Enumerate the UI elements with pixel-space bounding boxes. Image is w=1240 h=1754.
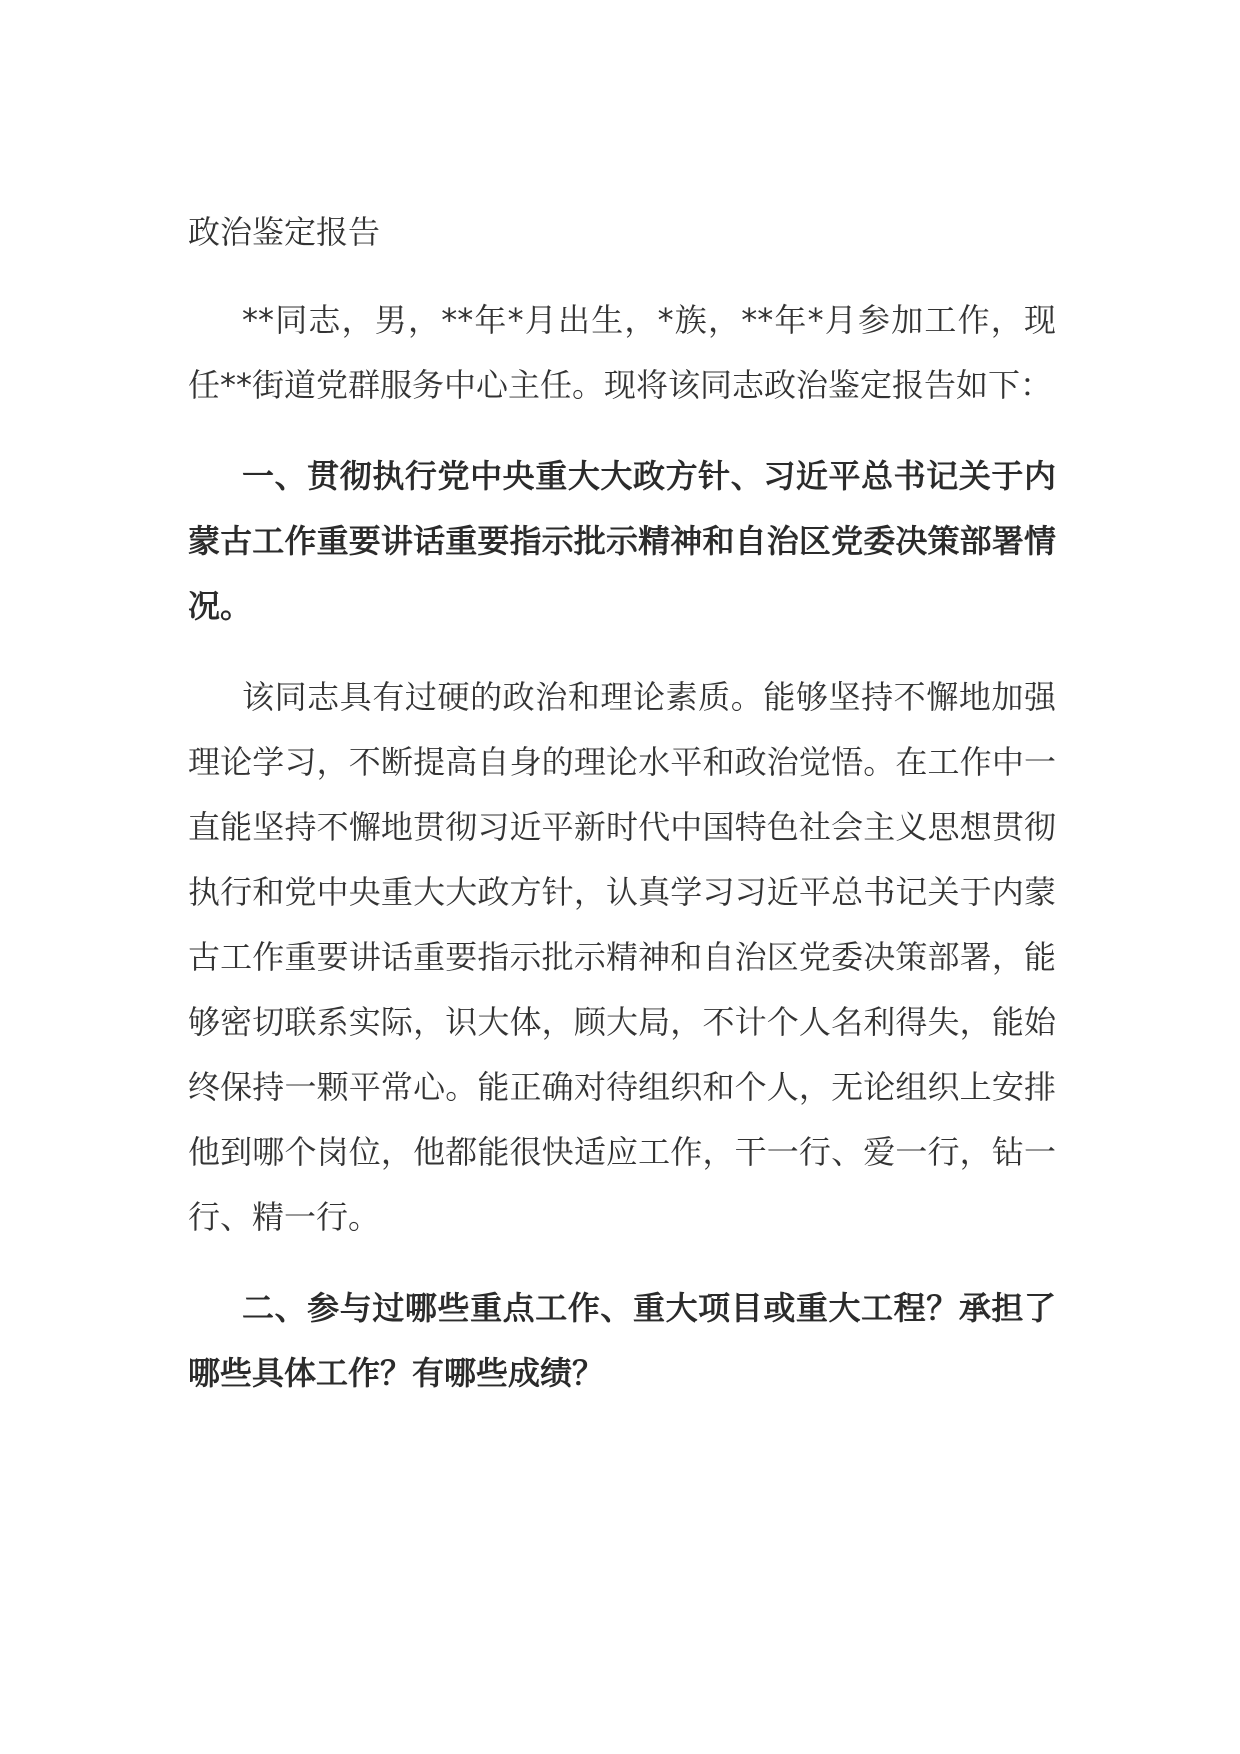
document-body — [188, 212, 1056, 1432]
section-2-heading: 二、参与过哪些重点工作、重大项目或重大工程？承担了哪些具体工作？有哪些成绩？ — [188, 1289, 1056, 1392]
intro-paragraph: **同志，男，**年*月出生，*族，**年*月参加工作，现任**街道党群服务中心主任。现将该同志政治鉴定报告如下： — [188, 301, 1056, 404]
document-title: 政治鉴定报告 — [188, 213, 381, 251]
section-1-paragraph: 该同志具有过硬的政治和理论素质。能够坚持不懈地加强理论学习，不断提高自身的理论水平和政治觉悟。在工作中一直能坚持不懈地贯彻习近平新时代中国特色社会主义思想贯彻执行和党中央重大大政方针，认真学习习近平总书记关于内蒙古工作重要讲话重要指示批示精神和自治区党委决策部署，能够密切联系实际，识大体，顾大局，不计个人名利得失，能始终保持一颗平常心。能正确对待组织和个人，无论组织上安排他到哪个岗位，他都能很快适应工作，干一行、爱一行，钻一行、精一行。 — [188, 678, 1056, 1236]
section-1-heading: 一、贯彻执行党中央重大大政方针、习近平总书记关于内蒙古工作重要讲话重要指示批示精神和自治区党委决策部署情况。 — [188, 457, 1056, 625]
